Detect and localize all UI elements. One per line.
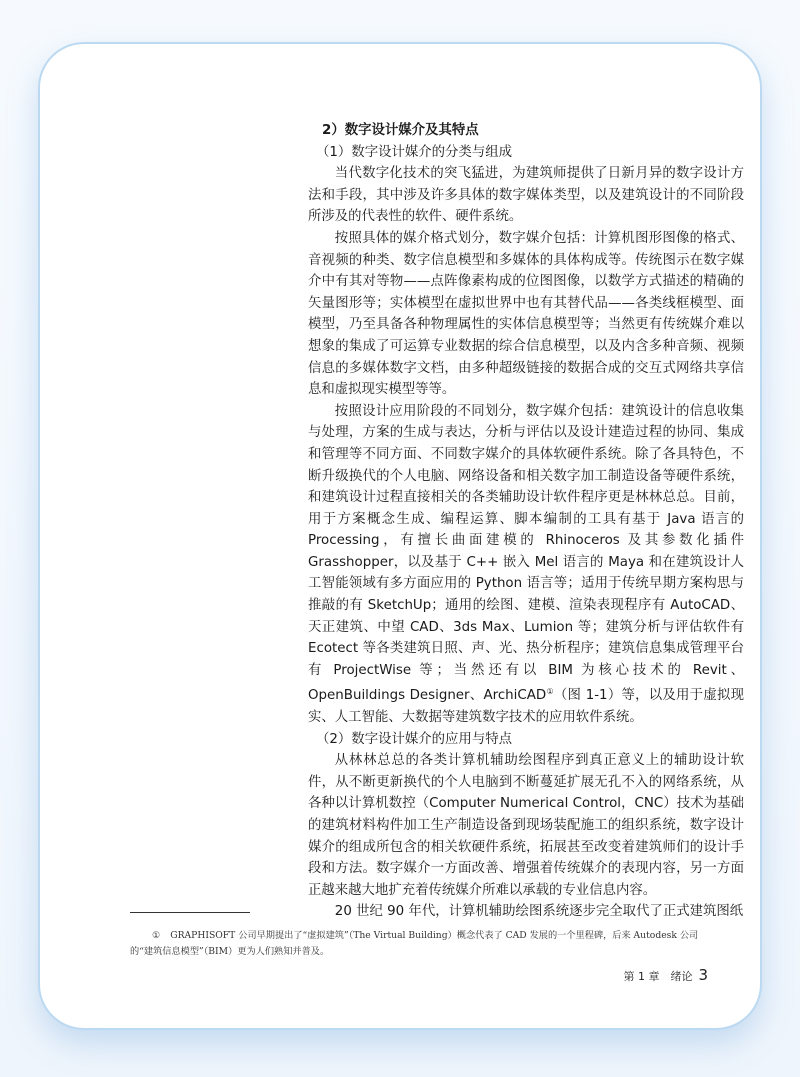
paragraph-2: 按照具体的媒介格式划分，数字媒介包括：计算机图形图像的格式、音视频的种类、数字信息模型和多媒体的具体构成等。传统图示在数字媒介中有其对等物——点阵像素构成的位图图像，以数学方式描述的精确的矢量图形等；实体模型在虚拟世界中也有其替代品——各类线框模型、面模型，乃至具备各种物理属性的实体信息模型等；当然更有传统媒介难以想象的集成了可运算专业数据的综合信息模型，以及内含多种音频、视频信息的多媒体数字文档，由多种超级链接的数据合成的交互式网络共享信息和虚拟现实模型等等。 bbox=[308, 230, 744, 398]
subsection-heading-2: （2）数字设计媒介的应用与特点 bbox=[316, 731, 512, 747]
footnote-divider bbox=[130, 912, 250, 913]
subsection-heading-1: （1）数字设计媒介的分类与组成 bbox=[316, 144, 512, 160]
paragraph-1: 当代数字化技术的突飞猛进，为建筑师提供了日新月异的数字设计方法和手段，其中涉及许多具体的数字媒体类型，以及建筑设计的不同阶段所涉及的代表性的软件、硬件系统。 bbox=[308, 166, 744, 225]
paragraph-3-tail: （图 1-1）等，以及用于虚拟现实、人工智能、大数据等建筑数字技术的应用软件系统。 bbox=[308, 688, 745, 726]
paragraph-3 bbox=[308, 401, 744, 729]
chapter-label: 第 1 章 绪论 bbox=[623, 970, 693, 983]
body-text bbox=[308, 120, 744, 923]
footnote-text: GRAPHISOFT 公司早期提出了“虚拟建筑”（The Virtual Building）概念代表了 CAD 发展的一个里程碑，后来 Autodesk 公司的“建筑信息模型”（BIM）更为人们熟知并普及。 bbox=[130, 930, 699, 957]
page-card bbox=[38, 42, 762, 1030]
page-number: 3 bbox=[698, 966, 708, 984]
footnote-mark: ① bbox=[152, 930, 161, 941]
footnote-reference[interactable]: ① bbox=[546, 687, 554, 697]
footnote bbox=[130, 928, 720, 960]
section-heading: 2）数字设计媒介及其特点 bbox=[322, 123, 479, 138]
paragraph-3-main: 按照设计应用阶段的不同划分，数字媒介包括：建筑设计的信息收集与处理，方案的生成与表达，分析与评估以及设计建造过程的协同、集成和管理等不同方面、不同数字媒介的具体软硬件系统。除了各具特色，不断升级换代的个人电脑、网络设备和相关数字加工制造设备等硬件系统，和建筑设计过程直接相关的各类辅助设计软件程序更是林林总总。目前，用于方案概念生成、编程运算、脚本编制的工具有基于 Java 语言的 Processing，有擅长曲面建模的 Rhinoceros 及其参数化插件 Grasshopper，以及基于 C++ 嵌入 Mel 语言的 Maya 和在建筑设计人工智能领域有多方面应用的 Python 语言等；适用于传统早期方案构思与推敲的有 SketchUp；通用的绘图、建模、渲染表现程序有 AutoCAD、天正建筑、中望 CAD、3ds Max、Lumion 等；建筑分析与评估软件有 Ecotect 等各类建筑日照、声、光、热分析程序；建筑信息集成管理平台有 ProjectWise 等；当然还有以 BIM 为核心技术的 Revit、OpenBuildings Designer、ArchiCAD bbox=[308, 403, 744, 704]
page-footer bbox=[623, 966, 708, 984]
paragraph-5: 20 世纪 90 年代，计算机辅助绘图系统逐步完全取代了正式建筑图纸 bbox=[334, 904, 744, 920]
paragraph-4: 从林林总总的各类计算机辅助绘图程序到真正意义上的辅助设计软件，从不断更新换代的个人电脑到不断蔓延扩展无孔不入的网络系统，从各种以计算机数控（Computer Numerical Control，CNC）技术为基础的建筑材料构件加工生产制造设备到现场装配施工的组织系统，数字设计媒介的组成所包含的相关软硬件系统，拓展甚至改变着建筑师们的设计手段和方法。数字媒介一方面改善、增强着传统媒介的表现内容，另一方面正越来越大地扩充着传统媒介所难以承载的专业信息内容。 bbox=[308, 753, 744, 898]
